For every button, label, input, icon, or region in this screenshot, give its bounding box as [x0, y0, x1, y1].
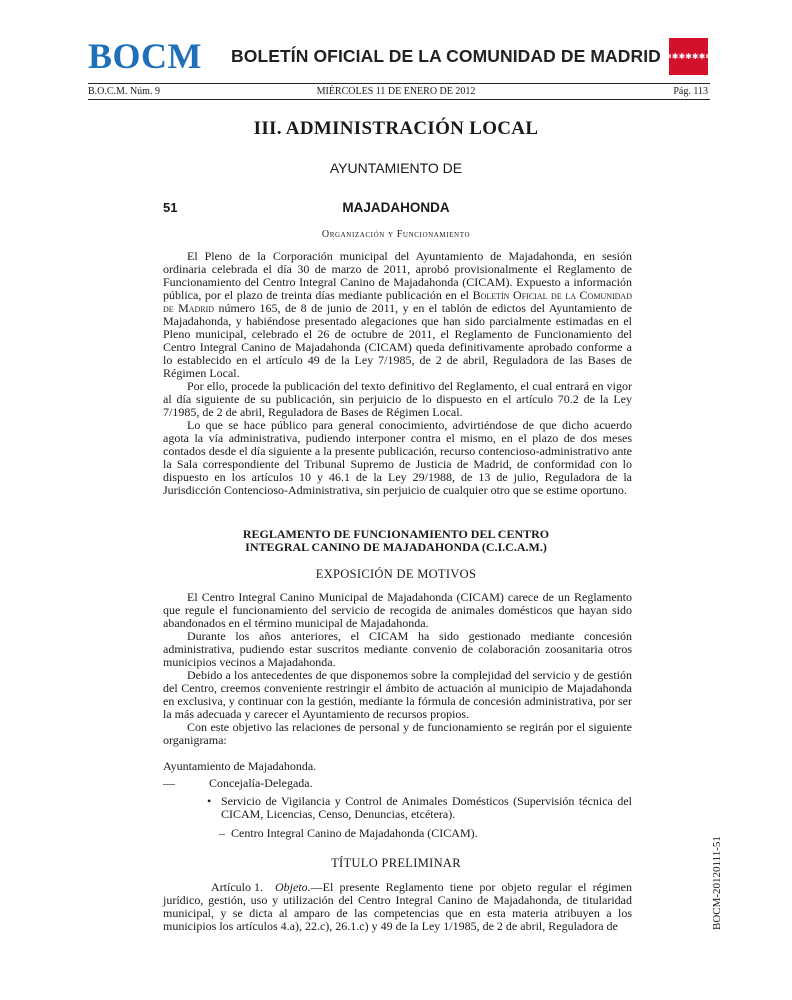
expo-paragraph-4: Con este objetivo las relaciones de personal y de funcionamiento se regirán por el siguiente organigrama:: [163, 720, 632, 747]
regulation-title: REGLAMENTO DE FUNCIONAMIENTO DEL CENTRO INTEGRAL CANINO DE MAJADAHONDA (C.I.C.A.M.): [242, 527, 550, 554]
bulletin-number: B.O.C.M. Núm. 9: [88, 86, 160, 97]
entry-number: 51: [163, 200, 178, 215]
masthead-title: BOLETÍN OFICIAL DE LA COMUNIDAD DE MADRID: [231, 46, 661, 66]
municipality-name: MAJADAHONDA: [342, 200, 450, 215]
madrid-flag-icon: [665, 38, 712, 75]
publication-date: MIÉRCOLES 11 DE ENERO DE 2012: [316, 86, 476, 97]
section-title: III. ADMINISTRACIÓN LOCAL: [253, 118, 539, 139]
article-1: Artículo 1. Objeto.—El presente Reglamento tiene por objeto regular el régimen jurídico, gestión, uso y utilización del Centro Integral Canino de Majadahonda, de titularidad municipal, y se dicta al amparo de las competencias que en esta materia atribuyen a los municipios los artículos 4.a), 22.c), 26.1.c) y 49 de la Ley 1/1985, de 2 de abril, Reguladora de: [163, 880, 632, 933]
expo-paragraph-3: Debido a los antecedentes de que disponemos sobre la complejidad del servicio y de gestión del Centro, creemos conveniente restringir el ámbito de actuación al municipio de Majadahonda en exclusiva, y continuar con la gestión, mediante la fórmula de concesión administrativa, por ser la más adecuada y carecer el Ayuntamiento de recursos propios.: [163, 668, 632, 721]
bocm-logo: BOCM: [88, 36, 202, 76]
exposicion-heading: EXPOSICIÓN DE MOTIVOS: [315, 567, 477, 581]
document-identifier: BOCM-20120111-51: [711, 836, 723, 930]
org-chart-level-2: • Servicio de Vigilancia y Control de Animales Domésticos (Supervisión técnica del CICAM, Licencias, Censo, Denuncias, etcétera).: [207, 794, 632, 821]
titulo-preliminar-heading: TÍTULO PRELIMINAR: [331, 856, 461, 870]
flag-stars: ✱✱✱✱✱✱✱: [665, 51, 712, 61]
header-rule-bottom: [88, 99, 710, 100]
org-chart-root: Ayuntamiento de Majadahonda.: [163, 759, 317, 773]
intro-paragraph-3: Lo que se hace público para general conocimiento, advirtiéndose de que dicho acuerdo agota la vía administrativa, pudiendo interponer contra el mismo, en el plazo de dos meses contados desde el día siguiente a la presente publicación, recurso contencioso-administrativo ante la Sala correspondiente del Tribunal Supremo de Justicia de Madrid, de conformidad con lo dispuesto en los artículos 10 y 46.1 de la Ley 29/1988, de 13 de julio, Reguladora de la Jurisdicción Contencioso-Administrativa, sin perjuicio de cualquier otro que se estime oportuno.: [163, 418, 632, 497]
page-number: Pág. 113: [673, 86, 708, 97]
intro-paragraph-2: Por ello, procede la publicación del texto definitivo del Reglamento, el cual entrará en vigor al día siguiente de su publicación, sin perjuicio de lo dispuesto en el artículo 70.2 de la Ley 7/1985, de 2 de abril, Reguladora de Bases de Régimen Local.: [163, 379, 632, 419]
ayuntamiento-label: AYUNTAMIENTO DE: [329, 160, 463, 176]
intro-text: [163, 250, 632, 497]
org-chart-level-1: — Concejalía-Delegada.: [163, 776, 313, 790]
exposicion-text: [163, 591, 632, 747]
header-rule-top: [88, 83, 710, 84]
org-chart-level-3: – Centro Integral Canino de Majadahonda (CICAM).: [219, 826, 478, 840]
bullet-icon: •: [207, 794, 212, 808]
expo-paragraph-2: Durante los años anteriores, el CICAM ha sido gestionado mediante concesión administrativa, pudiendo estar suscritos mediante convenio de colaboración zoosanitaria otros municipios vecinos a Majadahonda.: [163, 629, 632, 669]
expo-paragraph-1: El Centro Integral Canino Municipal de Majadahonda (CICAM) carece de un Reglamento que regule el funcionamiento del servicio de recogida de animales domésticos que hayan sido abandonados en el término municipal de Majadahonda.: [163, 590, 632, 630]
intro-paragraph-1: El Pleno de la Corporación municipal del Ayuntamiento de Majadahonda, en sesión ordinaria celebrada el día 30 de marzo de 2011, aprobó provisionalmente el Reglamento de Funcionamiento del Centro Integral Canino de Majadahonda (CICAM). Expuesto a información pública, por el plazo de treinta días mediante publicación en el Boletín Oficial de la Comunidad de Madrid número 165, de 8 de junio de 2011, y en el tablón de edictos del Ayuntamiento de Majadahonda, y habiéndose presentado alegaciones que han sido parcialmente estimadas en el Pleno municipal, celebrado el 26 de octubre de 2011, el Reglamento de Funcionamiento del Centro Integral Canino de Majadahonda (CICAM) queda definitivamente aprobado conforme a lo establecido en el artículo 49 de la Ley 7/1985, de 2 de abril, Reguladora de las Bases de Régimen Local.: [163, 249, 633, 380]
subject-heading: Organización y Funcionamiento: [321, 229, 471, 240]
